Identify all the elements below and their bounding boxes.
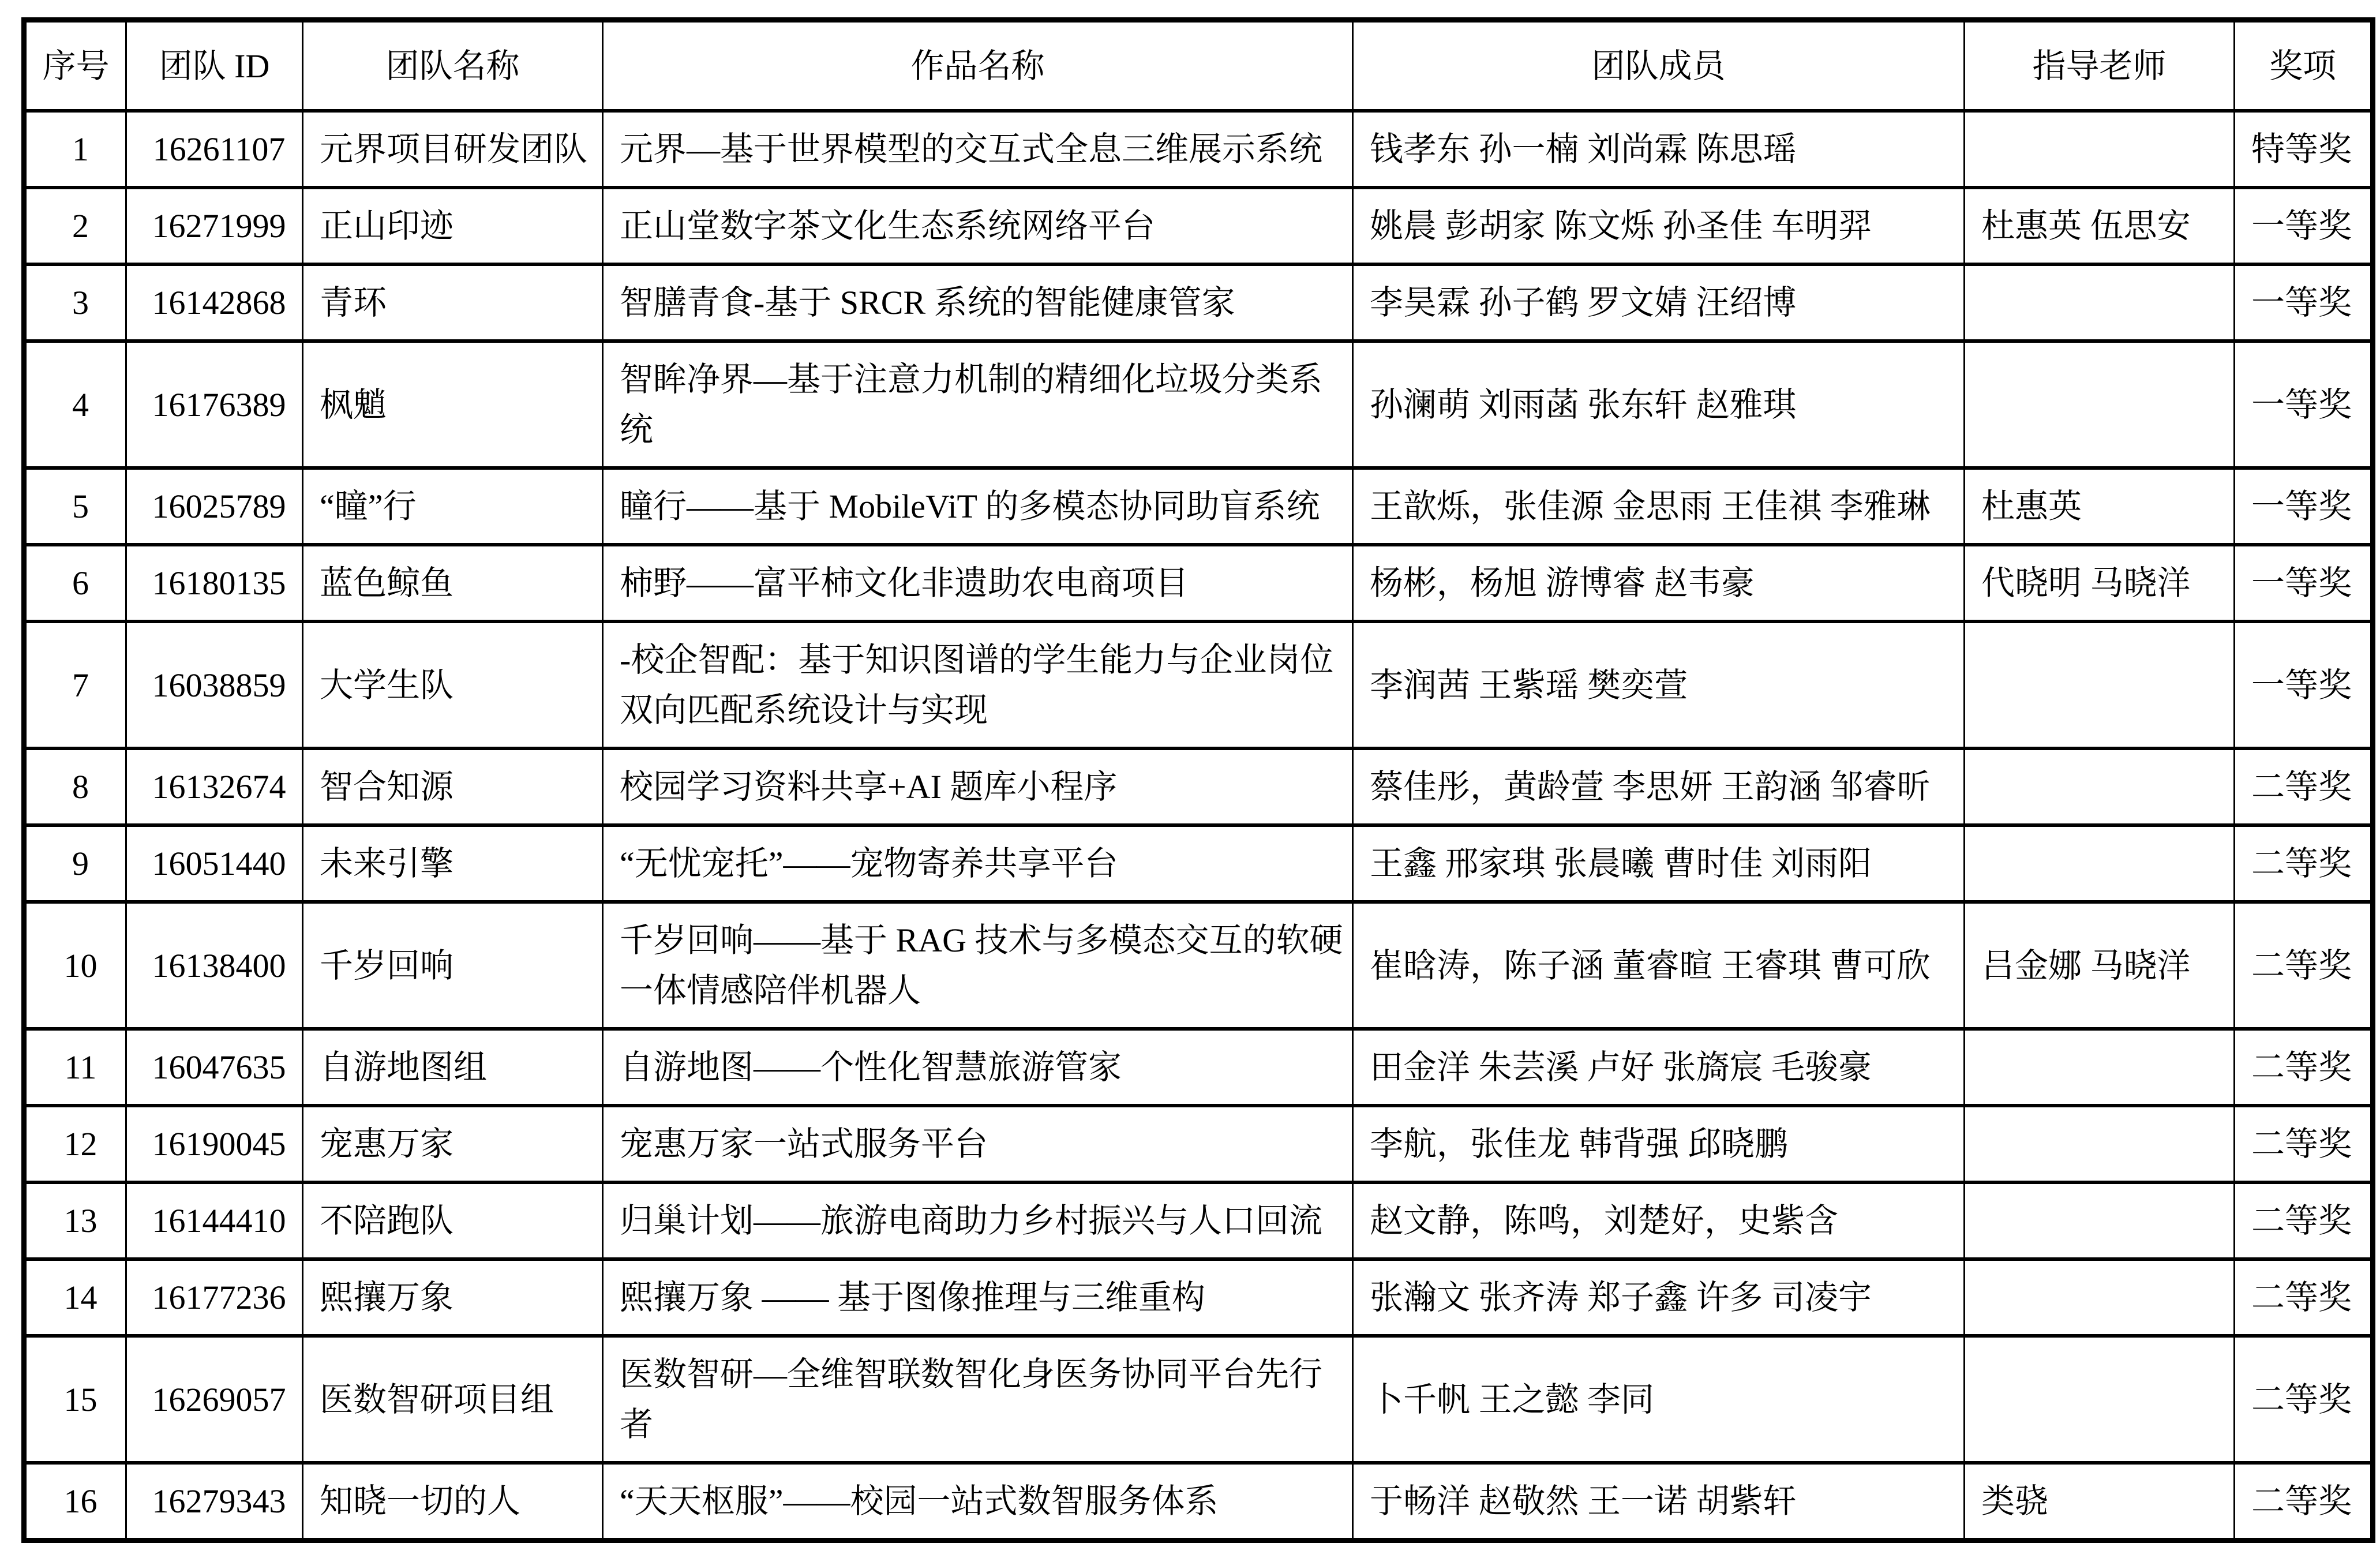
cell-team-id: 16138400 <box>126 902 303 1029</box>
cell-project: 宠惠万家一站式服务平台 <box>603 1106 1353 1182</box>
cell-advisor <box>1965 341 2235 468</box>
cell-award: 一等奖 <box>2235 341 2373 468</box>
cell-team-name: 熙攘万象 <box>303 1259 603 1336</box>
cell-team-name: 蓝色鲸鱼 <box>303 545 603 621</box>
table-row <box>24 1106 2373 1182</box>
cell-advisor <box>1965 1336 2235 1463</box>
cell-no: 12 <box>24 1106 126 1182</box>
header-award: 奖项 <box>2235 20 2373 111</box>
cell-team-name: 元界项目研发团队 <box>303 111 603 188</box>
cell-members: 钱孝东 孙一楠 刘尚霖 陈思瑶 <box>1353 111 1965 188</box>
cell-team-name: 正山印迹 <box>303 188 603 264</box>
cell-advisor <box>1965 264 2235 341</box>
cell-project: 千岁回响——基于 RAG 技术与多模态交互的软硬一体情感陪伴机器人 <box>603 902 1353 1029</box>
cell-advisor: 代晓明 马晓洋 <box>1965 545 2235 621</box>
cell-project: 医数智研—全维智联数智化身医务协同平台先行者 <box>603 1336 1353 1463</box>
cell-no: 15 <box>24 1336 126 1463</box>
cell-no: 5 <box>24 468 126 545</box>
cell-team-id: 16271999 <box>126 188 303 264</box>
cell-no: 1 <box>24 111 126 188</box>
cell-award: 一等奖 <box>2235 545 2373 621</box>
cell-team-id: 16142868 <box>126 264 303 341</box>
header-row <box>24 20 2373 111</box>
cell-team-id: 16269057 <box>126 1336 303 1463</box>
awards-table <box>21 17 2375 1543</box>
cell-award: 一等奖 <box>2235 468 2373 545</box>
cell-advisor: 杜惠英 <box>1965 468 2235 545</box>
cell-project: 柿野——富平柿文化非遗助农电商项目 <box>603 545 1353 621</box>
table-row <box>24 1029 2373 1106</box>
cell-members: 卜千帆 王之懿 李同 <box>1353 1336 1965 1463</box>
cell-project: -校企智配：基于知识图谱的学生能力与企业岗位双向匹配系统设计与实现 <box>603 621 1353 748</box>
cell-project: 正山堂数字茶文化生态系统网络平台 <box>603 188 1353 264</box>
cell-project: 熙攘万象 —— 基于图像推理与三维重构 <box>603 1259 1353 1336</box>
cell-advisor <box>1965 1259 2235 1336</box>
table-row <box>24 341 2373 468</box>
cell-no: 11 <box>24 1029 126 1106</box>
cell-team-name: “瞳”行 <box>303 468 603 545</box>
cell-award: 二等奖 <box>2235 1029 2373 1106</box>
cell-project: 自游地图——个性化智慧旅游管家 <box>603 1029 1353 1106</box>
cell-project: “无忧宠托”——宠物寄养共享平台 <box>603 825 1353 902</box>
cell-advisor <box>1965 748 2235 825</box>
cell-no: 4 <box>24 341 126 468</box>
cell-team-name: 宠惠万家 <box>303 1106 603 1182</box>
cell-team-id: 16144410 <box>126 1182 303 1259</box>
cell-members: 杨彬，杨旭 游博睿 赵韦豪 <box>1353 545 1965 621</box>
cell-team-name: 枫魈 <box>303 341 603 468</box>
cell-project: 瞳行——基于 MobileViT 的多模态协同助盲系统 <box>603 468 1353 545</box>
table-row <box>24 825 2373 902</box>
table-row <box>24 468 2373 545</box>
cell-advisor <box>1965 1029 2235 1106</box>
cell-no: 7 <box>24 621 126 748</box>
cell-members: 于畅洋 赵敬然 王一诺 胡紫轩 <box>1353 1463 1965 1541</box>
cell-no: 3 <box>24 264 126 341</box>
cell-award: 一等奖 <box>2235 621 2373 748</box>
cell-members: 崔晗涛，陈子涵 董睿暄 王睿琪 曹可欣 <box>1353 902 1965 1029</box>
cell-team-name: 知晓一切的人 <box>303 1463 603 1541</box>
cell-team-id: 16261107 <box>126 111 303 188</box>
cell-award: 特等奖 <box>2235 111 2373 188</box>
cell-team-id: 16132674 <box>126 748 303 825</box>
cell-award: 二等奖 <box>2235 1106 2373 1182</box>
cell-team-id: 16038859 <box>126 621 303 748</box>
cell-team-name: 千岁回响 <box>303 902 603 1029</box>
cell-team-name: 不陪跑队 <box>303 1182 603 1259</box>
cell-advisor <box>1965 1182 2235 1259</box>
table-body <box>24 111 2373 1541</box>
table-row <box>24 1463 2373 1541</box>
cell-team-id: 16051440 <box>126 825 303 902</box>
cell-award: 二等奖 <box>2235 1259 2373 1336</box>
cell-award: 二等奖 <box>2235 1463 2373 1541</box>
cell-team-name: 青环 <box>303 264 603 341</box>
cell-advisor <box>1965 111 2235 188</box>
cell-team-name: 自游地图组 <box>303 1029 603 1106</box>
cell-award: 一等奖 <box>2235 264 2373 341</box>
cell-award: 二等奖 <box>2235 1182 2373 1259</box>
header-members: 团队成员 <box>1353 20 1965 111</box>
cell-project: 智膳青食-基于 SRCR 系统的智能健康管家 <box>603 264 1353 341</box>
cell-team-id: 16176389 <box>126 341 303 468</box>
table-row <box>24 188 2373 264</box>
table-row <box>24 621 2373 748</box>
cell-advisor <box>1965 825 2235 902</box>
table-row <box>24 902 2373 1029</box>
cell-no: 14 <box>24 1259 126 1336</box>
cell-advisor: 吕金娜 马晓洋 <box>1965 902 2235 1029</box>
cell-project: 智眸净界—基于注意力机制的精细化垃圾分类系统 <box>603 341 1353 468</box>
cell-members: 李润茜 王紫瑶 樊奕萱 <box>1353 621 1965 748</box>
cell-members: 姚晨 彭胡家 陈文烁 孙圣佳 车明羿 <box>1353 188 1965 264</box>
cell-team-id: 16025789 <box>126 468 303 545</box>
cell-team-name: 未来引擎 <box>303 825 603 902</box>
cell-members: 孙澜萌 刘雨菡 张东轩 赵雅琪 <box>1353 341 1965 468</box>
cell-team-id: 16180135 <box>126 545 303 621</box>
cell-team-id: 16177236 <box>126 1259 303 1336</box>
header-no: 序号 <box>24 20 126 111</box>
header-team-name: 团队名称 <box>303 20 603 111</box>
cell-members: 王歆烁，张佳源 金思雨 王佳祺 李雅琳 <box>1353 468 1965 545</box>
cell-no: 10 <box>24 902 126 1029</box>
cell-team-name: 大学生队 <box>303 621 603 748</box>
cell-no: 8 <box>24 748 126 825</box>
cell-members: 张瀚文 张齐涛 郑子鑫 许多 司凌宇 <box>1353 1259 1965 1336</box>
cell-advisor <box>1965 621 2235 748</box>
header-team-id: 团队 ID <box>126 20 303 111</box>
cell-no: 13 <box>24 1182 126 1259</box>
cell-members: 田金洋 朱芸溪 卢好 张旖宸 毛骏豪 <box>1353 1029 1965 1106</box>
table-row <box>24 748 2373 825</box>
cell-award: 二等奖 <box>2235 748 2373 825</box>
cell-team-name: 医数智研项目组 <box>303 1336 603 1463</box>
cell-team-name: 智合知源 <box>303 748 603 825</box>
table-row <box>24 111 2373 188</box>
cell-award: 二等奖 <box>2235 825 2373 902</box>
cell-advisor: 杜惠英 伍思安 <box>1965 188 2235 264</box>
header-advisor: 指导老师 <box>1965 20 2235 111</box>
cell-team-id: 16190045 <box>126 1106 303 1182</box>
cell-project: 元界—基于世界模型的交互式全息三维展示系统 <box>603 111 1353 188</box>
cell-members: 赵文静，陈鸣，刘楚好，史紫含 <box>1353 1182 1965 1259</box>
table-row <box>24 545 2373 621</box>
cell-no: 2 <box>24 188 126 264</box>
cell-members: 李昊霖 孙子鹤 罗文婧 汪绍博 <box>1353 264 1965 341</box>
cell-members: 蔡佳彤，黄龄萱 李思妍 王韵涵 邹睿昕 <box>1353 748 1965 825</box>
cell-award: 一等奖 <box>2235 188 2373 264</box>
cell-award: 二等奖 <box>2235 902 2373 1029</box>
cell-project: 校园学习资料共享+AI 题库小程序 <box>603 748 1353 825</box>
cell-no: 9 <box>24 825 126 902</box>
cell-advisor: 类骁 <box>1965 1463 2235 1541</box>
cell-members: 李航，张佳龙 韩背强 邱晓鹏 <box>1353 1106 1965 1182</box>
table-row <box>24 1259 2373 1336</box>
cell-advisor <box>1965 1106 2235 1182</box>
cell-project: “天天枢服”——校园一站式数智服务体系 <box>603 1463 1353 1541</box>
table-row <box>24 264 2373 341</box>
cell-members: 王鑫 邢家琪 张晨曦 曹时佳 刘雨阳 <box>1353 825 1965 902</box>
cell-award: 二等奖 <box>2235 1336 2373 1463</box>
table-header <box>24 20 2373 111</box>
cell-project: 归巢计划——旅游电商助力乡村振兴与人口回流 <box>603 1182 1353 1259</box>
cell-team-id: 16047635 <box>126 1029 303 1106</box>
cell-no: 6 <box>24 545 126 621</box>
table-row <box>24 1182 2373 1259</box>
cell-no: 16 <box>24 1463 126 1541</box>
header-project: 作品名称 <box>603 20 1353 111</box>
table-row <box>24 1336 2373 1463</box>
cell-team-id: 16279343 <box>126 1463 303 1541</box>
